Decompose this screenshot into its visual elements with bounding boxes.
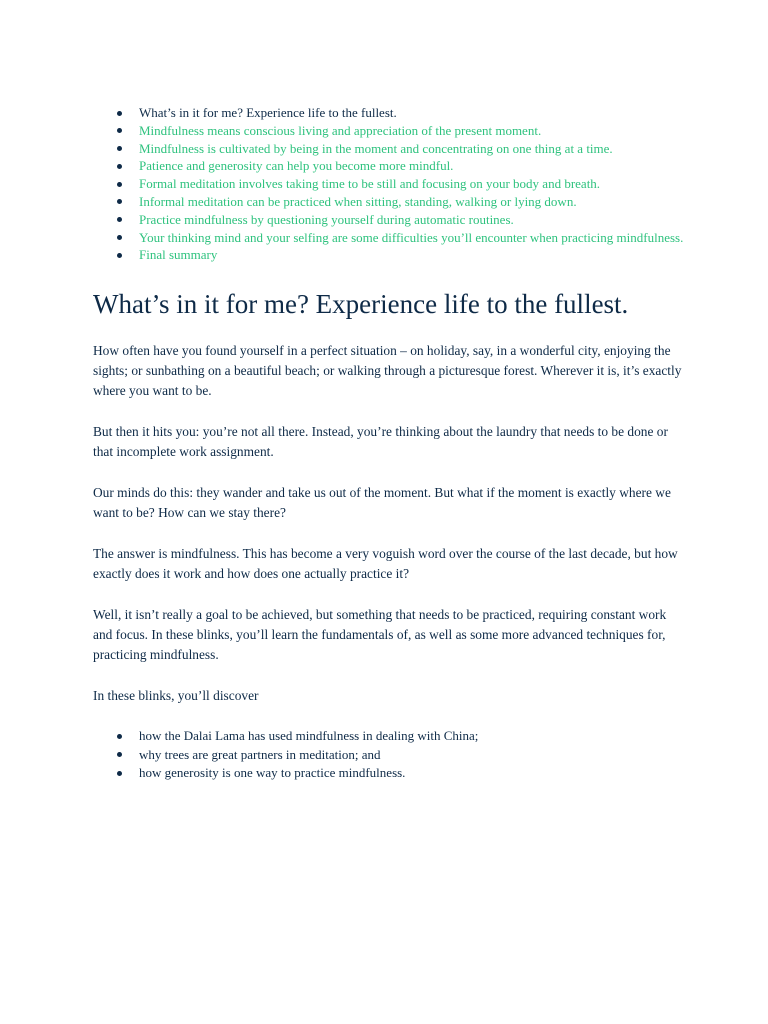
paragraph: Well, it isn’t really a goal to be achieved, but something that needs to be practiced, requiring constant work and focus. In these blinks, you’ll learn the fundamentals of, as well as some more advanced techniques for, practicing mindfulness. <box>93 607 667 663</box>
paragraph: Our minds do this: they wander and take us out of the moment. But what if the moment is exactly where we want to be? How can we stay there? <box>93 485 671 521</box>
toc-item-3[interactable]: Mindfulness is cultivated by being in the moment and concentrating on one thing at a time. <box>139 140 688 158</box>
toc-item-4[interactable]: Patience and generosity can help you become more mindful. <box>139 157 688 175</box>
toc-item-8[interactable]: Your thinking mind and your selfing are some difficulties you’ll encounter when practicing mindfulness. <box>139 229 688 247</box>
discover-list <box>93 727 688 783</box>
paragraph: How often have you found yourself in a perfect situation – on holiday, say, in a wonderful city, enjoying the sights; or sunbathing on a beautiful beach; or walking through a picturesque forest. Wherever it is, it’s exactly where you want to be. <box>93 343 682 399</box>
toc-item-2[interactable]: Mindfulness means conscious living and appreciation of the present moment. <box>139 122 688 140</box>
paragraph: But then it hits you: you’re not all there. Instead, you’re thinking about the laundry that needs to be done or that incomplete work assignment. <box>93 424 668 460</box>
toc-item-intro[interactable]: What’s in it for me? Experience life to the fullest. <box>139 104 688 122</box>
toc-item-6[interactable]: Informal meditation can be practiced when sitting, standing, walking or lying down. <box>139 193 688 211</box>
paragraph: The answer is mindfulness. This has become a very voguish word over the course of the last decade, but how exactly does it work and how does one actually practice it? <box>93 546 678 582</box>
list-item: how generosity is one way to practice mindfulness. <box>139 764 688 783</box>
toc-item-final-summary[interactable]: Final summary <box>139 246 688 264</box>
table-of-contents <box>93 104 688 264</box>
toc-item-5[interactable]: Formal meditation involves taking time to be still and focusing on your body and breath. <box>139 175 688 193</box>
paragraph-intro-list: In these blinks, you’ll discover <box>93 688 259 704</box>
toc-item-7[interactable]: Practice mindfulness by questioning yourself during automatic routines. <box>139 211 688 229</box>
list-item: how the Dalai Lama has used mindfulness in dealing with China; <box>139 727 688 746</box>
list-item: why trees are great partners in meditation; and <box>139 746 688 765</box>
section-heading: What’s in it for me? Experience life to the fullest. <box>93 289 629 320</box>
